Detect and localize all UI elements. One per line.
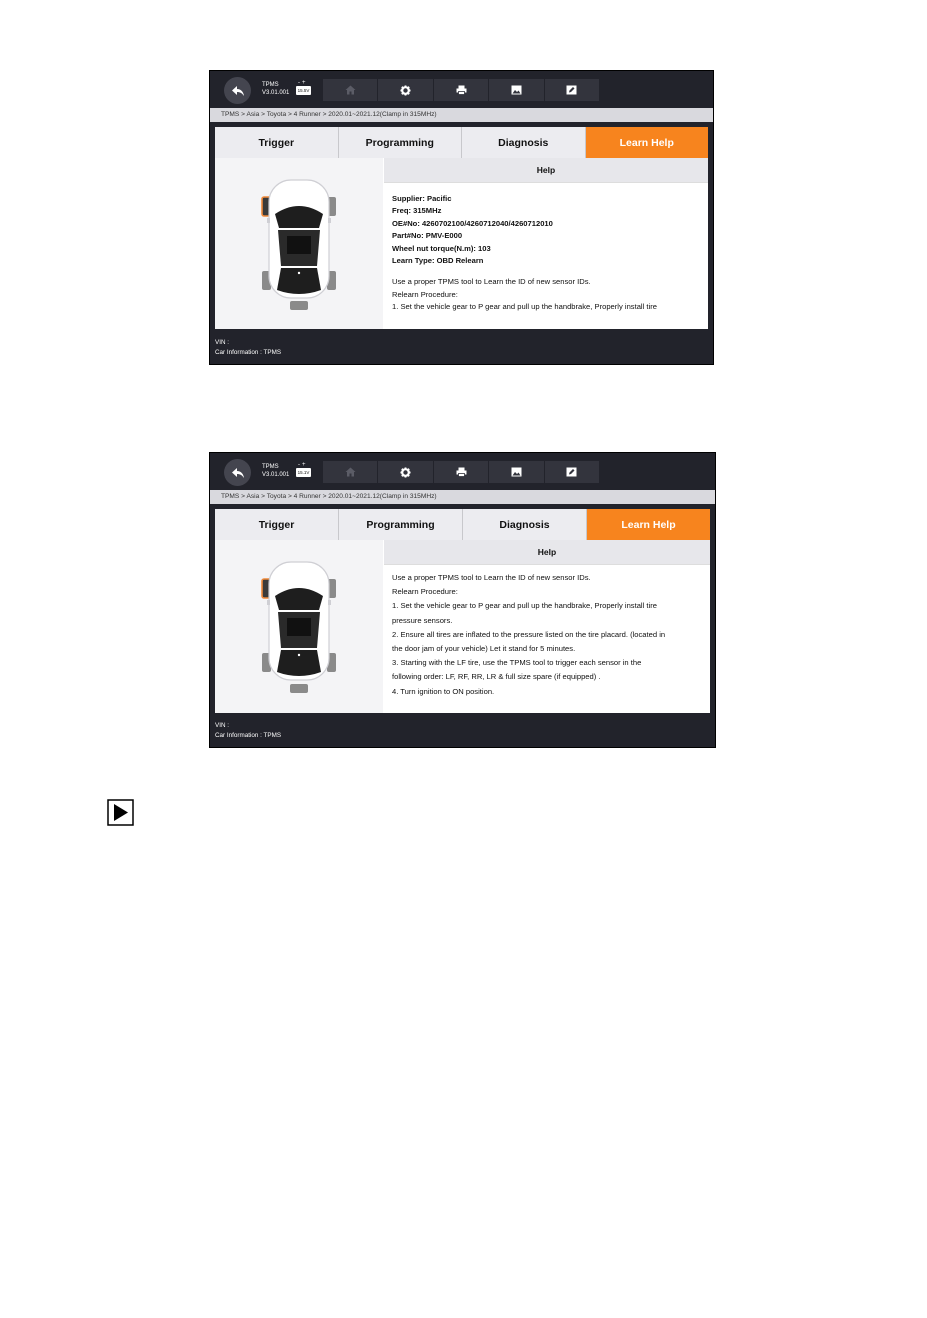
settings-button[interactable] — [378, 79, 432, 101]
tab-bar — [215, 127, 708, 158]
help-line: Relearn Procedure: — [392, 289, 458, 299]
edit-icon — [566, 85, 577, 95]
back-arrow-icon — [231, 85, 245, 97]
spec-learn-type: Learn Type: OBD Relearn — [392, 256, 484, 266]
help-line: pressure sensors. — [392, 615, 453, 625]
car-diagram — [215, 158, 383, 329]
play-arrow-icon — [107, 799, 134, 826]
help-title: Help — [384, 540, 710, 565]
help-line: the door jam of your vehicle) Let it stand for 5 minutes. — [392, 644, 576, 654]
edit-icon — [566, 467, 577, 477]
spec-torque: Wheel nut torque(N.m): 103 — [392, 243, 491, 253]
gear-icon — [400, 85, 411, 96]
help-line: Relearn Procedure: — [392, 587, 458, 597]
content-panel — [215, 158, 708, 329]
back-button[interactable] — [224, 77, 251, 104]
tab-trigger[interactable]: Trigger — [215, 127, 339, 158]
app-info — [262, 81, 289, 97]
tab-bar — [215, 509, 710, 540]
tab-programming[interactable]: Programming — [339, 127, 463, 158]
settings-button[interactable] — [378, 461, 432, 483]
app-info — [262, 463, 289, 479]
tab-learn-help[interactable]: Learn Help — [586, 127, 709, 158]
car-info-label: Car Information : TPMS — [215, 732, 282, 739]
home-button[interactable] — [323, 461, 377, 483]
battery-poles-icon: -+ — [298, 80, 308, 86]
car-top-view-icon — [215, 540, 383, 713]
footer-info — [215, 721, 281, 741]
toolbar — [323, 461, 599, 483]
content-panel — [215, 540, 710, 713]
car-info-label: Car Information : TPMS — [215, 349, 282, 356]
help-line: 1. Set the vehicle gear to P gear and pull up the handbrake, Properly install tire — [392, 601, 657, 611]
gear-icon — [400, 467, 411, 478]
image-icon — [511, 85, 522, 95]
tab-learn-help[interactable]: Learn Help — [587, 509, 710, 540]
app-name: TPMS — [262, 82, 279, 88]
app-name: TPMS — [262, 464, 279, 470]
battery-poles-icon: -+ — [298, 462, 308, 468]
edit-button[interactable] — [545, 461, 599, 483]
back-button[interactable] — [224, 459, 251, 486]
back-arrow-icon — [231, 467, 245, 479]
footer-info — [215, 338, 281, 358]
spec-freq: Freq: 315MHz — [392, 206, 442, 216]
breadcrumb: TPMS > Asia > Toyota > 4 Runner > 2020.01~2021.12(Clamp in 315MHz) — [210, 108, 713, 122]
home-icon — [345, 467, 356, 477]
help-line: Use a proper TPMS tool to Learn the ID of new sensor IDs. — [392, 277, 591, 287]
screenshot-button[interactable] — [489, 79, 543, 101]
help-panel — [384, 158, 708, 329]
tpms-screen-1 — [209, 70, 714, 365]
app-version: V3.01.001 — [262, 472, 290, 478]
toolbar — [323, 79, 599, 101]
print-button[interactable] — [434, 79, 488, 101]
help-line: Use a proper TPMS tool to Learn the ID of new sensor IDs. — [392, 573, 591, 582]
vin-label: VIN : — [215, 339, 229, 346]
tab-diagnosis[interactable]: Diagnosis — [463, 509, 587, 540]
battery-voltage: 15.5V — [297, 88, 310, 93]
help-line: 1. Set the vehicle gear to P gear and pull up the handbrake, Properly install tire — [392, 302, 657, 312]
spec-part-number: Part#No: PMV-E000 — [392, 231, 463, 241]
help-title: Help — [384, 158, 708, 183]
app-version: V3.01.001 — [262, 90, 290, 96]
spec-oe-number: OE#No: 4260702100/4260712040/4260712010 — [392, 218, 553, 228]
home-button[interactable] — [323, 79, 377, 101]
car-diagram — [215, 540, 383, 713]
help-panel — [384, 540, 710, 713]
help-body[interactable] — [384, 183, 708, 314]
tpms-screen-2 — [209, 452, 716, 748]
help-line: 2. Ensure all tires are inflated to the pressure listed on the tire placard. (located in — [392, 629, 666, 639]
top-bar — [210, 71, 713, 108]
vin-label: VIN : — [215, 722, 229, 729]
print-button[interactable] — [434, 461, 488, 483]
tab-trigger[interactable]: Trigger — [215, 509, 339, 540]
car-top-view-icon — [215, 158, 383, 329]
screenshot-button[interactable] — [489, 461, 543, 483]
help-body[interactable] — [384, 565, 710, 699]
spec-supplier: Supplier: Pacific — [392, 194, 452, 203]
image-icon — [511, 467, 522, 477]
help-line: 4. Turn ignition to ON position. — [392, 686, 495, 696]
top-bar — [210, 453, 715, 490]
home-icon — [345, 85, 356, 95]
help-line: 3. Starting with the LF tire, use the TPMS tool to trigger each sensor in the — [392, 658, 642, 668]
printer-icon — [456, 467, 467, 477]
battery-voltage: 15.1V — [297, 470, 310, 475]
printer-icon — [456, 85, 467, 95]
tab-programming[interactable]: Programming — [339, 509, 463, 540]
edit-button[interactable] — [545, 79, 599, 101]
help-line: following order: LF, RF, RR, LR & full size spare (if equipped) . — [392, 672, 601, 682]
tab-diagnosis[interactable]: Diagnosis — [462, 127, 586, 158]
breadcrumb: TPMS > Asia > Toyota > 4 Runner > 2020.01~2021.12(Clamp in 315MHz) — [210, 490, 715, 504]
